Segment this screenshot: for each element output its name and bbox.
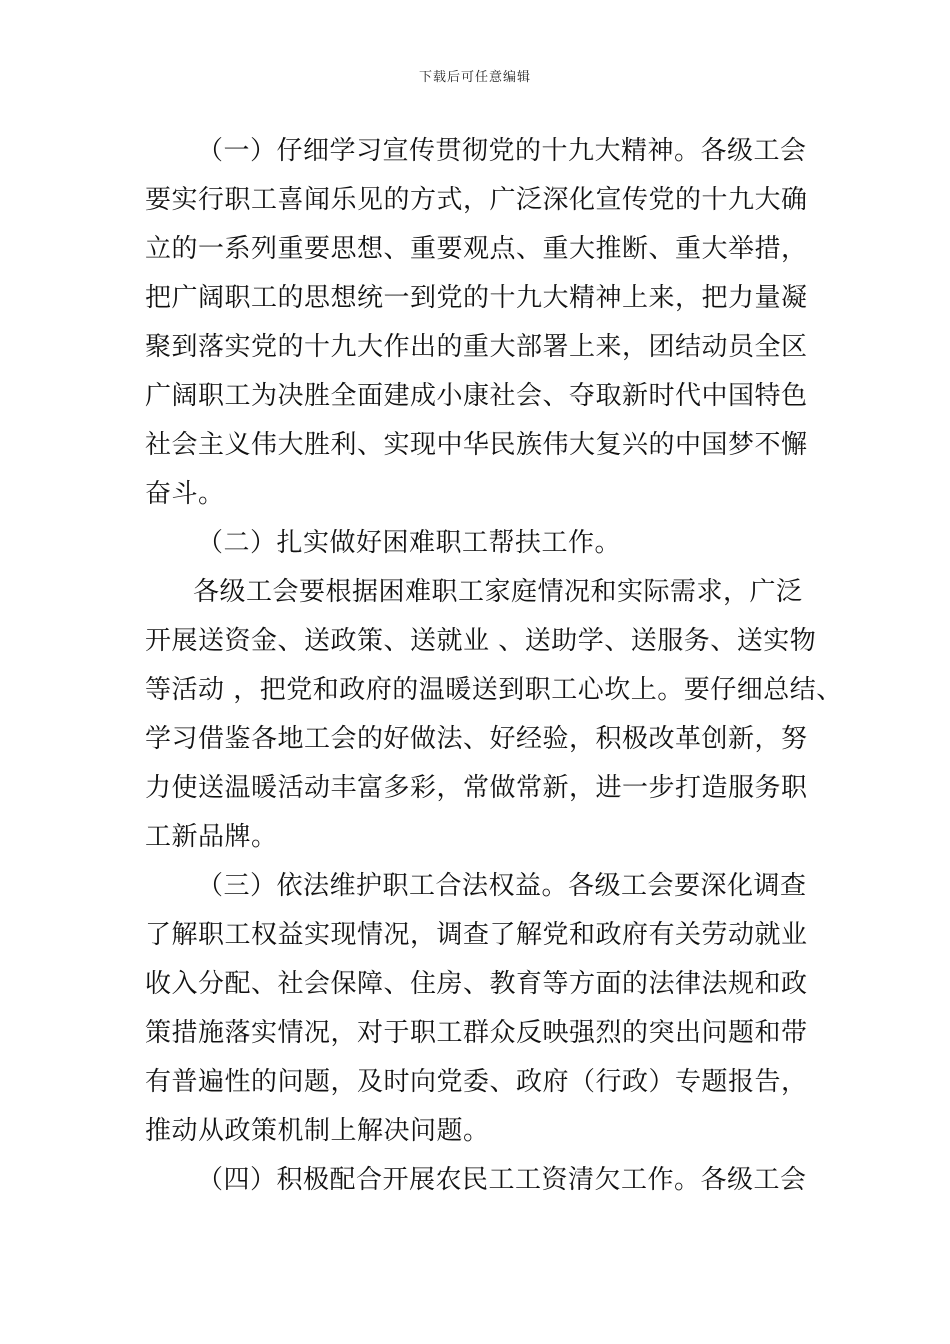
paragraph (145, 519, 845, 568)
text-line: 策措施落实情况，对于职工群众反映强烈的突出问题和带 (145, 1018, 808, 1048)
paragraph (145, 127, 845, 519)
text-line: 力使送温暖活动丰富多彩，常做常新，进一步打造服务职 (145, 773, 808, 803)
text-line: 等活动 ，把党和政府的温暖送到职工心坎上。要仔细总结、 (145, 675, 843, 705)
text-line: 推动从政策机制上解决问题。 (145, 1116, 490, 1146)
text-line: 了解职工权益实现情况，调查了解党和政府有关劳动就业 (145, 920, 808, 950)
text-line: 立的一系列重要思想、重要观点、重大推断、重大举措， (145, 234, 808, 264)
text-line: 奋斗。 (145, 479, 225, 509)
text-line: （四）积极配合开展农民工工资清欠工作。各级工会 (197, 1165, 807, 1195)
paragraph (145, 568, 845, 862)
paragraph (145, 862, 845, 1156)
paragraph (145, 1156, 845, 1205)
text-line: 聚到落实党的十九大作出的重大部署上来，团结动员全区 (145, 332, 808, 362)
text-line: 有普遍性的问题，及时向党委、政府（行政）专题报告， (145, 1067, 808, 1097)
page-header: 下载后可任意编辑 (418, 70, 531, 85)
text-line: （二）扎实做好困难职工帮扶工作。 (197, 528, 622, 558)
text-line: 工新品牌。 (145, 822, 278, 852)
text-line: 学习借鉴各地工会的好做法、好经验，积极改革创新，努 (145, 724, 808, 754)
document-body (145, 127, 845, 1205)
text-line: 要实行职工喜闻乐见的方式，广泛深化宣传党的十九大确 (145, 185, 808, 215)
text-line: 把广阔职工的思想统一到党的十九大精神上来，把力量凝 (145, 283, 808, 313)
text-line: 各级工会要根据困难职工家庭情况和实际需求，广泛 (193, 577, 803, 607)
text-line: 广阔职工为决胜全面建成小康社会、夺取新时代中国特色 (145, 381, 808, 411)
text-line: 开展送资金、送政策、送就业 、送助学、送服务、送实物 (145, 626, 817, 656)
text-line: （一）仔细学习宣传贯彻党的十九大精神。各级工会 (197, 136, 807, 166)
text-line: 收入分配、社会保障、住房、教育等方面的法律法规和政 (145, 969, 808, 999)
text-line: （三）依法维护职工合法权益。各级工会要深化调查 (197, 871, 807, 901)
text-line: 社会主义伟大胜利、实现中华民族伟大复兴的中国梦不懈 (145, 430, 808, 460)
